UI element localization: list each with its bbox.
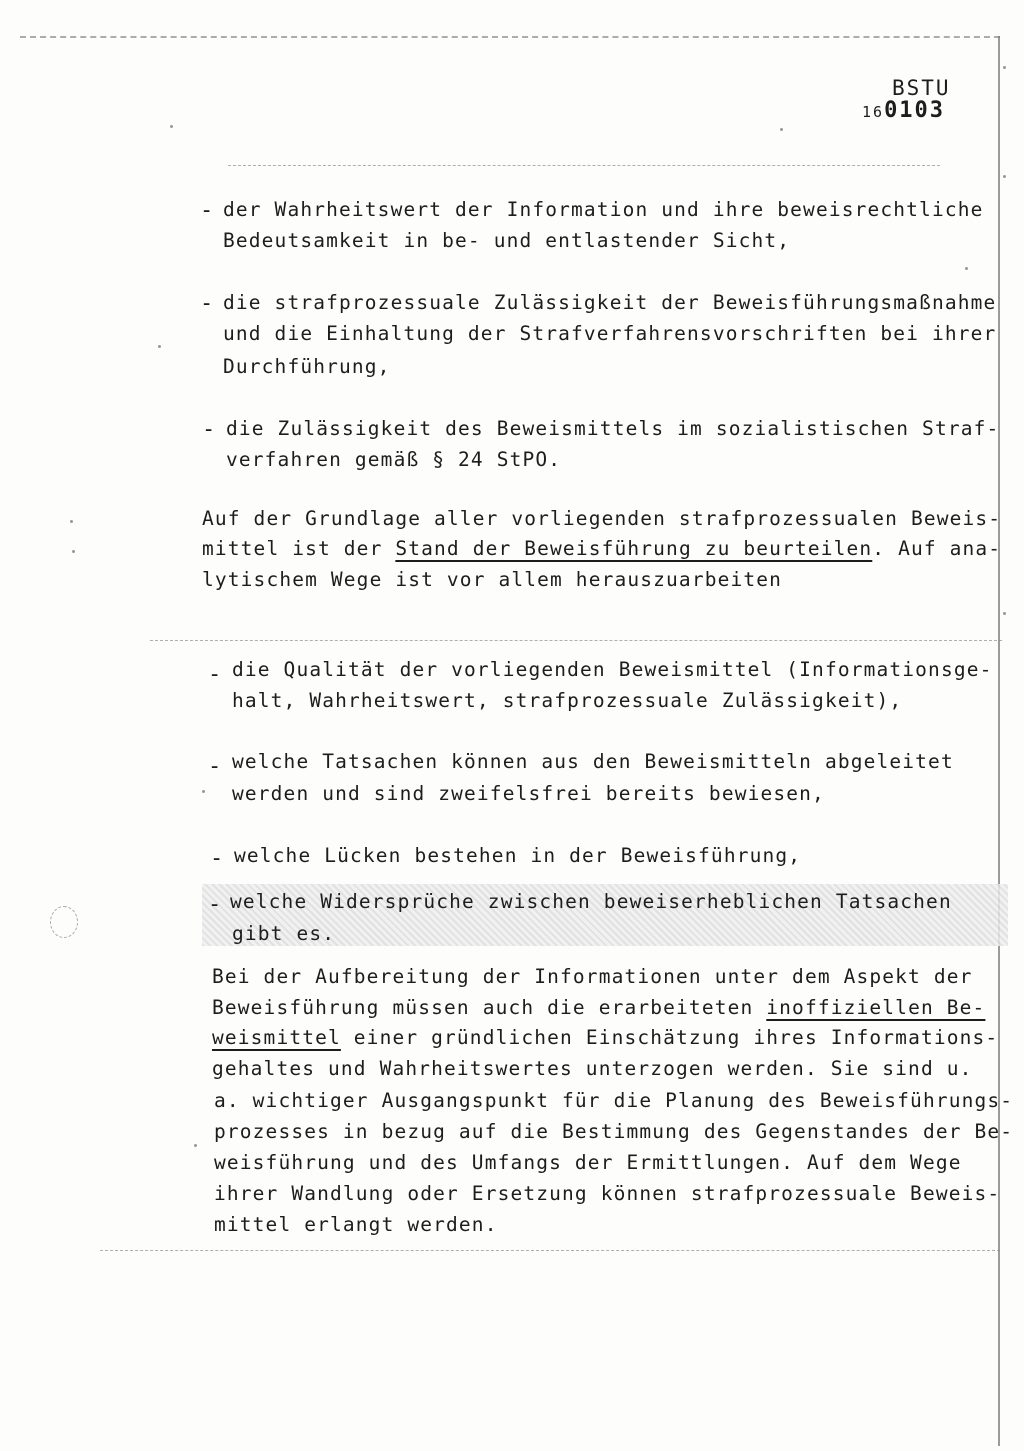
text-line: mittel ist der Stand der Beweisführung zu beurteilen. Auf ana-: [202, 537, 1002, 560]
text-line: weisführung und des Umfangs der Ermittlungen. Auf dem Wege: [214, 1151, 962, 1174]
punch-hole-mark: [50, 906, 78, 938]
bullet-dash: -: [202, 417, 216, 442]
text-line: Beweisführung müssen auch die erarbeiteten inoffiziellen Be-: [212, 996, 986, 1019]
separator-line: [228, 165, 940, 166]
underlined-phrase: weismittel: [212, 1026, 341, 1049]
bullet-dash: -: [208, 754, 222, 779]
separator-line: [150, 640, 1002, 641]
text-line: gibt es.: [232, 922, 336, 945]
bullet-dash: -: [200, 291, 214, 316]
text-line: ihrer Wandlung oder Ersetzung können strafprozessuale Beweis-: [214, 1182, 1001, 1205]
text-line: prozesses in bezug auf die Bestimmung des Gegenstandes der Be-: [214, 1120, 1014, 1143]
text-line: verfahren gemäß § 24 StPO.: [226, 448, 562, 471]
page-number-stamp: 160103: [862, 98, 946, 123]
text-line: die Zulässigkeit des Beweismittels im sozialistischen Straf-: [226, 417, 1000, 440]
scan-speck: [1003, 175, 1006, 178]
text-line: die strafprozessuale Zulässigkeit der Beweisführungsmaßnahme: [223, 291, 997, 314]
scan-speck: [1003, 612, 1006, 615]
scan-speck: [72, 550, 75, 553]
scan-speck: [70, 520, 73, 523]
text-line: Durchführung,: [223, 355, 391, 378]
text-line: Bei der Aufbereitung der Informationen unter dem Aspekt der: [212, 965, 973, 988]
scan-speck: [194, 1144, 197, 1147]
text-line: Auf der Grundlage aller vorliegenden strafprozessualen Beweis-: [202, 507, 1002, 530]
right-border-line: [998, 36, 1000, 1446]
bullet-dash: -: [208, 662, 222, 687]
bullet-dash: -: [200, 198, 214, 223]
underlined-phrase: Stand der Beweisführung zu beurteilen: [395, 537, 873, 560]
underlined-phrase: inoffiziellen Be-: [766, 996, 986, 1019]
text-line: die Qualität der vorliegenden Beweismittel (Informationsge-: [232, 658, 993, 681]
text-line: mittel erlangt werden.: [214, 1213, 498, 1236]
text-line: gehaltes und Wahrheitswertes unterzogen werden. Sie sind u.: [212, 1057, 973, 1080]
scan-speck: [965, 267, 968, 270]
text-line: weismittel einer gründlichen Einschätzung ihres Informations-: [212, 1026, 999, 1049]
text-line: welche Widersprüche zwischen beweiserheblichen Tatsachen: [230, 890, 952, 913]
scan-speck: [202, 790, 205, 793]
text-line: und die Einhaltung der Strafverfahrensvorschriften bei ihrer: [223, 322, 997, 345]
text-line: der Wahrheitswert der Information und ihre beweisrechtliche: [223, 198, 984, 221]
bullet-dash: -: [210, 846, 224, 871]
text-line: werden und sind zweifelsfrei bereits bewiesen,: [232, 782, 825, 805]
scan-speck: [1003, 66, 1006, 69]
text-line: Bedeutsamkeit in be- und entlastender Sicht,: [223, 229, 791, 252]
bullet-dash: -: [208, 892, 222, 917]
top-border-line: [20, 36, 1000, 38]
archive-stamp-label: BSTU: [892, 76, 951, 100]
text-line: lytischem Wege ist vor allem herauszuarbeiten: [202, 568, 783, 591]
scan-speck: [158, 345, 161, 348]
text-line: welche Lücken bestehen in der Beweisführung,: [234, 844, 802, 867]
text-line: welche Tatsachen können aus den Beweismitteln abgeleitet: [232, 750, 954, 773]
scan-speck: [170, 125, 173, 128]
scan-speck: [780, 128, 783, 131]
separator-line: [100, 1250, 1000, 1251]
text-line: halt, Wahrheitswert, strafprozessuale Zulässigkeit),: [232, 689, 903, 712]
text-line: a. wichtiger Ausgangspunkt für die Planung des Beweisführungs-: [214, 1089, 1014, 1112]
